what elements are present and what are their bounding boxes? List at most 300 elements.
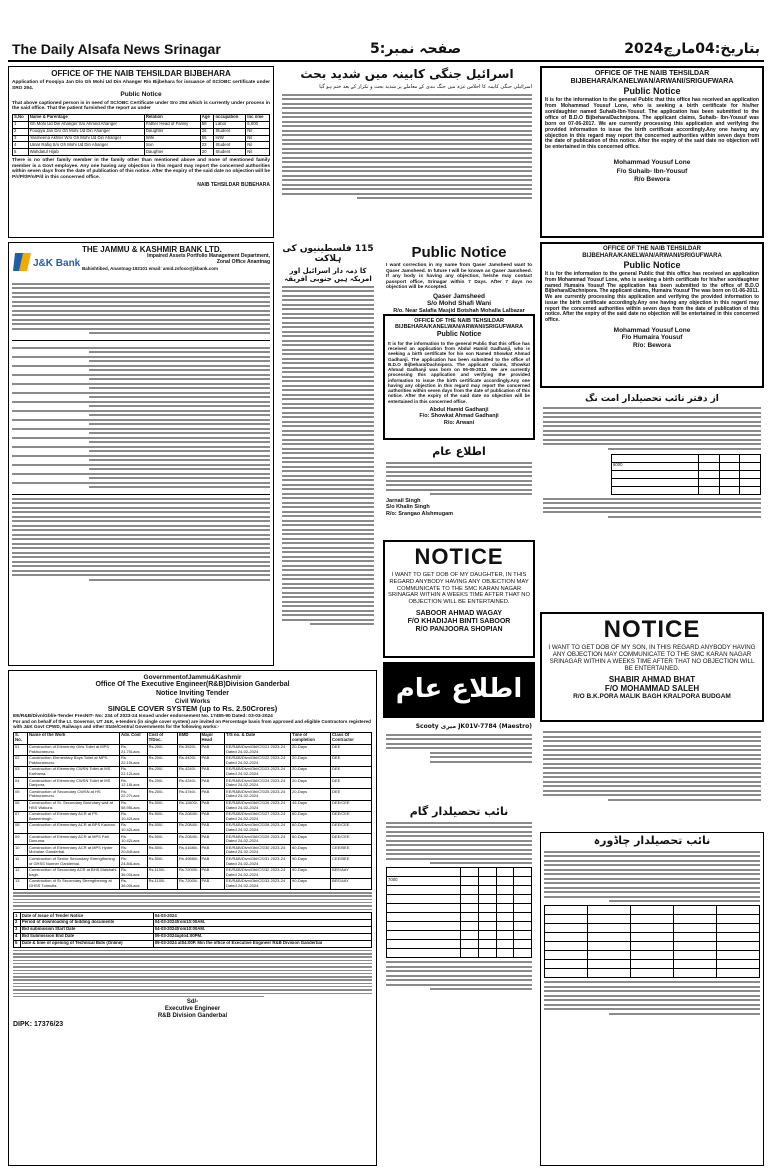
tender-table-cell: Rs. 22.12Lacs — [120, 766, 148, 777]
applicant-name: Mohammad Yousuf Lone — [613, 326, 691, 334]
tender-intro: For and on behalf of the Lt. Governor, UT J&K, e-tenders (in single cover system) are invited on Percentage basis from approved and eligible Contractors registered with J&K Govt CPWD, Railways and other State/Central Governments for the following works:- — [13, 719, 371, 730]
schedule-cell: 2 — [14, 919, 21, 926]
tender-table-cell: Rs.4240/- — [177, 778, 200, 789]
tender-table-row — [14, 789, 372, 800]
naib-tehsildar-notice-humaira — [540, 242, 764, 388]
schedule-row — [14, 926, 372, 933]
tender-table-cell: EE/R&B/Divn/Gbl/CS/28 2023-24 Dated 24-02-2024 — [225, 822, 291, 833]
tender-table-cell: Construction of Sr. Secondary Boundary wall at HSS Wakura. — [28, 800, 120, 811]
notice-heading: نائب تحصیلدار چاڈورہ — [593, 834, 711, 847]
applicant-father: F/o Suhaib- Ibn-Yousuf — [616, 167, 688, 175]
urdu-family-table-3 — [544, 905, 760, 978]
col-adv-cost: Adv. Cost — [120, 732, 148, 744]
notice-heading: Public Notice — [623, 259, 681, 270]
tender-table-cell: Rs.200/- — [147, 766, 177, 777]
col-major-head: Major Head — [200, 732, 225, 744]
tender-table-cell: Construction of Elementary ACR at PS Baseenbugh. — [28, 811, 120, 822]
tender-table-cell: Rs.20840/- — [177, 834, 200, 845]
col-name: Name & Parentage — [28, 114, 144, 121]
tender-table-cell: CEE/BEE — [331, 845, 372, 856]
tender-table-cell: 04 — [14, 778, 28, 789]
tender-sign-title: Executive Engineer — [164, 1006, 221, 1013]
schedule-row — [14, 913, 372, 920]
naib-tehsildar-notice-suhaib — [540, 66, 764, 238]
notice-heading: Public Notice — [411, 244, 507, 261]
family-table-cell: Nil — [246, 135, 270, 142]
tender-table-cell: Rs. 21.70Lacs — [120, 744, 148, 755]
tender-table-cell: EE/R&B/Divn/Gbl/CS/30 2023-24 Dated 24-02-2024 — [225, 845, 291, 856]
nit-heading: Notice Inviting Tender — [156, 689, 229, 697]
article-lead: اسرائیلی جنگی کابینہ کا اجلاس غزہ میں جنگ بندی کے معاملے پر شدید بحث و تکرار کے بعد ختم ہو گیا — [319, 83, 532, 90]
bank-sub3: Bahishtibed, Anantnag-192101 email: amid.zsfoxo@jkbank.com — [82, 265, 219, 271]
tender-table-cell: DEE — [331, 766, 372, 777]
applicant-father: S/o Khalin Singh — [386, 504, 430, 511]
schedule-cell: Bid Submission End Date — [20, 933, 153, 940]
tender-table-cell: Rs. 22.10Lacs — [120, 755, 148, 766]
family-table-cell: Son — [144, 142, 200, 149]
tender-table-cell: Rs. 22.27Lacs — [120, 789, 148, 800]
tender-table-cell: EE/R&B/Divn/Gbl/CS/24 2023-24 Dated 24-02-2024 — [225, 778, 291, 789]
family-table-cell: 1 — [13, 121, 29, 128]
tender-table-cell: Rs. 12.15Lacs — [120, 778, 148, 789]
income-value: 7000 — [387, 877, 461, 886]
tender-table-cell: 90-Days — [291, 856, 331, 867]
notice-dob-son — [540, 612, 764, 722]
family-table-cell: Daughter — [144, 128, 200, 135]
tender-table-cell: Construction of Sr Secondary Strengthening at GHSS Tulmulla. — [28, 878, 120, 889]
tender-table-cell: Construction of Secondary CWSN at HS Pakhuramunu. — [28, 789, 120, 800]
ittela-aam-notice — [383, 444, 535, 536]
family-table-cell: 55 — [200, 135, 214, 142]
applicant-address: R/O B.K.PORA MALIK BAGH KRALPORA BUDGAM — [573, 693, 731, 701]
tender-table-cell: Rs.49680/- — [177, 856, 200, 867]
tender-table-cell: Rs.500/- — [147, 856, 177, 867]
tender-table-cell: Rs. 10.42Lacs — [120, 811, 148, 822]
tender-sign-division: R&B Division Ganderbal — [157, 1013, 228, 1020]
schedule-cell: 09-03-2024 at04:00P. Min the office of Executive Engineer R&B Division Ganderbal — [153, 940, 371, 947]
family-table-row — [13, 128, 270, 135]
tender-table-cell: Rs.20840/- — [177, 811, 200, 822]
tender-table-row — [14, 856, 372, 867]
notice-title: NOTICE — [414, 544, 504, 569]
tender-table-cell: Rs.1100/- — [147, 878, 177, 889]
tender-table-cell: EE/R&B/Divn/Gbl/CS/31 2023-24 Dated 24-02-2024 — [225, 856, 291, 867]
notice-heading: Public Notice — [436, 330, 482, 338]
schedule-cell: 3 — [14, 926, 21, 933]
notice-heading: Public Notice — [623, 86, 681, 97]
notice-body: It is for the information to the general Public that this office has received an application from Abdul Hamid Gadhanji, who is seeking a birth certificate for his son Named Showkat Ahmad Gadhanji. The application has been submitted to the office of B.D.O Bijbehara/Dachnipora. The applicant claims, Showkat Ahmad Gadhanji was born on 06-05-2012. We are currently processing this application and verifying the provided information to issue the birth certificate accordingly.Any one having any objection in this regard may report the concerned authorities within seven days from the date of publication of this notice. After the expiry of the said date no objection will be entertained in this concerned office. — [388, 340, 530, 404]
tender-table-cell: 90-Days — [291, 867, 331, 878]
tender-table-cell: DEE/CEE — [331, 834, 372, 845]
applicant-address: R/o Bewora — [634, 175, 670, 183]
tender-table-cell: PAB — [200, 778, 225, 789]
tender-table-cell: EE/R&B/Divn/Gbl/CS/23 2023-24 Dated 24-02-2024 — [225, 766, 291, 777]
office-heading: OFFICE OF THE NAIB TEHSILDAR BIJBEHARA — [51, 69, 231, 78]
schedule-cell: 5 — [14, 940, 21, 947]
tender-table-cell: Rs.20840/- — [177, 822, 200, 833]
tender-table-cell: 60-Days — [291, 811, 331, 822]
applicant-name: Jarnail Singh — [386, 498, 421, 505]
tender-table-cell: EE/R&B/Divn/Gbl/CS/25 2023-24 Dated 24-02-2024 — [225, 789, 291, 800]
family-table-row — [13, 121, 270, 128]
tender-table-cell: EE/R&B/Divn/Gbl/CS/21 2023-24 Dated 24-02-2024 — [225, 744, 291, 755]
tender-table-cell: PAB — [200, 878, 225, 889]
tender-table-row — [14, 845, 372, 856]
tender-table-cell: 60-Days — [291, 834, 331, 845]
ittela-aam-banner — [383, 662, 535, 718]
tender-schedule-table — [13, 912, 372, 948]
tender-table-row — [14, 766, 372, 777]
tender-table-cell: 20-Days — [291, 766, 331, 777]
family-table-cell: H/W — [214, 135, 246, 142]
dipk-number: DIPK: 17376/23 — [13, 1021, 64, 1029]
tender-table-cell: Rs. 36.00Lacs — [120, 878, 148, 889]
tender-table-cell: 10 — [14, 845, 28, 856]
tender-table-cell: DEE — [331, 755, 372, 766]
tender-table-cell: Construction Elementary Boys Toilet at MPS Pakhuramunu. — [28, 755, 120, 766]
family-table-cell: Labor — [214, 121, 246, 128]
notice-heading: اطلاع عام — [432, 445, 486, 458]
tender-table-cell: Rs. 36.00Lacs — [120, 867, 148, 878]
schedule-cell: 1 — [14, 913, 21, 920]
col-occupation: occupation — [214, 114, 246, 121]
tender-table-cell: Construction of Elementary ACR at MPS Hyder Mohalan Ganderbal. — [28, 845, 120, 856]
family-table-cell: Nil — [246, 142, 270, 149]
tender-table-row — [14, 755, 372, 766]
schedule-row — [14, 919, 372, 926]
col-work: Name of the Work — [28, 732, 120, 744]
tender-table-cell: Rs.200/- — [147, 778, 177, 789]
tender-table-cell: PAB — [200, 834, 225, 845]
tender-table-cell: EE/R&B/Divn/Gbl/CS/33 2023-24 Dated 24-02-2024 — [225, 878, 291, 889]
tender-table-cell: 20-Days — [291, 778, 331, 789]
tender-table-cell: Construction of Secondary ACR at BHS Malshahi bagh. — [28, 867, 120, 878]
family-table-cell: 26 — [200, 128, 214, 135]
tender-works-table — [13, 732, 372, 890]
tender-table-row — [14, 778, 372, 789]
tender-table-cell: Rs.4240/- — [177, 766, 200, 777]
tender-table-cell: Rs.11600/- — [177, 800, 200, 811]
applicant-father: F/o: Showkat Ahmad Gadhanji — [419, 413, 499, 420]
urdu-article-palestinians — [279, 242, 377, 666]
svg-text:J&K Bank: J&K Bank — [33, 258, 81, 269]
bank-name: THE JAMMU & KASHMIR BANK LTD. — [82, 245, 222, 254]
office-heading: Office Of The Executive Engineer(R&B)Division Ganderbal — [95, 681, 290, 689]
family-table-cell: Wife — [144, 135, 200, 142]
article-body-lines — [282, 94, 532, 200]
tender-table-cell: Rs.1100/- — [147, 867, 177, 878]
tender-table-cell: Construction of Elementary ACR at MPS Pali Dunuma. — [28, 834, 120, 845]
col-time: Time of completion — [291, 732, 331, 744]
tender-table-cell: Rs. 24.84Lacs — [120, 856, 148, 867]
tender-table-cell: Rs.200/- — [147, 789, 177, 800]
tender-table-cell: DEE — [331, 778, 372, 789]
tender-table-cell: 20-Days — [291, 744, 331, 755]
tender-table-cell: Rs.4420/- — [177, 755, 200, 766]
tender-table-cell: EE/R&B/Divn/Gbl/CS/22 2023-24 Dated 24-02-2024 — [225, 755, 291, 766]
notice-body: I want correction in my name from Qaser Jamsheed want to Qaser Jamsheed. In future I will be known as Qaser Jamsheed. If any body is having any objection, he/she may contact passport office, Srinagar within 7 Days. After 7 days no objection will be Accepted. — [386, 263, 532, 291]
tender-table-cell: DEE/CEE — [331, 822, 372, 833]
urdu-family-table-1 — [611, 454, 761, 495]
bank-sub1: Impaired Assets Portfolio Management Department, — [147, 253, 270, 260]
notice-dob-daughter — [383, 540, 535, 658]
tender-table-header — [14, 732, 372, 744]
page-number: صفحہ نمبر:5 — [370, 41, 462, 57]
office-heading: OFFICE OF THE NAIB TEHSILDAR BIJBEHARA/KANELWAN/ARWANI/SRIGUFWARA — [395, 318, 523, 331]
urdu-naib-notice-chadoora — [540, 832, 764, 1166]
tender-table-cell: PAB — [200, 789, 225, 800]
schedule-cell: Date & time of opening of Technical Bids (Online) — [20, 940, 153, 947]
tender-table-cell: Rs.3520/- — [177, 744, 200, 755]
col-age: Age — [200, 114, 214, 121]
tender-table-cell: 60-Days — [291, 845, 331, 856]
family-table — [12, 114, 270, 157]
family-table-cell: Daughter — [144, 149, 200, 156]
tender-table-cell: PAB — [200, 867, 225, 878]
naib-tehsildar-notice-gadhanji — [383, 314, 535, 440]
issue-date: بتاریخ:04مارچ2024 — [624, 41, 760, 57]
schedule-cell: 04-03-2024from10:00AM. — [153, 919, 371, 926]
col-sno: S. No. — [14, 732, 28, 744]
family-table-cell: Umar Rafiq S/o Gh Mohi Ud Din Ahanger — [28, 142, 144, 149]
tender-notice — [8, 670, 377, 1166]
cover-system-heading: SINGLE COVER SYSTEM (up to Rs. 2.50Crores) — [107, 704, 278, 714]
schedule-cell: 4 — [14, 933, 21, 940]
tender-table-cell: CEE/BEE — [331, 856, 372, 867]
tender-table-cell: 09 — [14, 834, 28, 845]
notice-heading: نائب تحصیلدار گام — [409, 805, 509, 818]
article-headline: اسرائیل جنگی کابینہ میں شدید بحث — [300, 67, 514, 81]
tender-table-row — [14, 822, 372, 833]
tender-table-cell: Rs.200/- — [147, 744, 177, 755]
tender-table-cell: 05 — [14, 789, 28, 800]
tender-table-cell: EE/R&B/Divn/Gbl/CS/26 2023-24 Dated 24-02-2024 — [225, 800, 291, 811]
urdu-naib-notice-2 — [383, 804, 535, 1166]
bank-notice-body — [12, 283, 270, 335]
family-table-row — [13, 142, 270, 149]
urdu-article-israel — [279, 66, 535, 238]
applicant-name: Qaser Jamsheed — [432, 292, 486, 300]
tender-table-cell: 06 — [14, 800, 28, 811]
family-table-cell: Nil — [246, 149, 270, 156]
tender-table-cell: 03 — [14, 766, 28, 777]
family-table-cell: 23 — [200, 142, 214, 149]
applicant-address: R/o: Srangao Alshmugam — [386, 510, 454, 517]
tender-table-cell: Rs.500/- — [147, 800, 177, 811]
tender-table-cell: 60-Days — [291, 822, 331, 833]
tender-table-row — [14, 867, 372, 878]
tender-table-cell: Rs.4740/- — [177, 789, 200, 800]
family-table-cell: 20 — [200, 149, 214, 156]
tender-table-cell: DEE/CEE — [331, 800, 372, 811]
notice-closing: There is no other family member in the family other than mentioned above and none of mentioned family member is a Govt employee. Any one having any objection in this regard may report the concerned authorities within seven days from the date of publication of this notice. After the expiry of the said date no objection will be P/r/P/t/P/n/P/d in this concerned office. — [12, 158, 270, 180]
tender-table-cell: 90-Days — [291, 878, 331, 889]
col-relation: Relation — [144, 114, 200, 121]
tender-table-cell: Construction of Elementry Girls Toilet at MPS Pakhuramunu. — [28, 744, 120, 755]
family-table-cell: 6,000 — [246, 121, 270, 128]
tender-table-cell: EE/R&B/Divn/Gbl/CS/27 2023-24 Dated 24-02-2024 — [225, 811, 291, 822]
applicant-name: Mohammad Yousuf Lone — [613, 159, 691, 167]
tender-table-cell: Rs.72000/- — [177, 878, 200, 889]
tender-table-row — [14, 744, 372, 755]
tender-table-cell: 07 — [14, 811, 28, 822]
tender-table-cell: 20-Days — [291, 755, 331, 766]
tender-table-cell: Rs.500/- — [147, 845, 177, 856]
tender-table-cell: Rs. 10.42Lacs — [120, 834, 148, 845]
jk-bank-logo-icon — [13, 249, 81, 275]
tender-table-cell: Rs.500/- — [147, 834, 177, 845]
family-table-cell: Wahdatul Hijab — [28, 149, 144, 156]
tender-table-cell: PAB — [200, 856, 225, 867]
banner-text: اطلاع عام — [395, 674, 523, 705]
article-headline: 115 فلسطینیوں کی ہلاکت — [282, 244, 374, 265]
public-notice-qaser — [383, 242, 535, 312]
tender-table-cell: Construction of Senior Secondary Strengthening of GHSS Nunner Ganderbal. — [28, 856, 120, 867]
col-class: Class Of Contractor — [331, 732, 372, 744]
naib-tehsildar-bijbehara-notice — [8, 66, 274, 238]
family-table-header — [13, 114, 270, 121]
tender-table-cell: DEE — [331, 789, 372, 800]
tender-table-cell: DEE/CEE — [331, 811, 372, 822]
schedule-cell: 09-03-2024upto4:00PM. — [153, 933, 371, 940]
tender-table-cell: Rs.200/- — [147, 755, 177, 766]
tender-table-cell: Rs.41680/- — [177, 845, 200, 856]
schedule-row — [14, 933, 372, 940]
tender-table-cell: PAB — [200, 822, 225, 833]
newspaper-title: The Daily Alsafa News Srinagar — [12, 41, 221, 57]
tender-table-cell: DEE — [331, 744, 372, 755]
urdu-naib-notice-3 — [540, 726, 764, 826]
tender-table-cell: 12 — [14, 867, 28, 878]
tender-table-cell: 20-Days — [291, 789, 331, 800]
family-table-cell: 2 — [13, 128, 29, 135]
tender-table-cell: PAB — [200, 811, 225, 822]
family-table-cell: 58 — [200, 121, 214, 128]
tender-table-cell: PAB — [200, 800, 225, 811]
tender-table-cell: PAB — [200, 845, 225, 856]
family-table-cell: Father Head of Family — [144, 121, 200, 128]
notice-title: NOTICE — [603, 616, 701, 643]
tender-table-cell: 13 — [14, 878, 28, 889]
notice-intro: Application of Fooqiya Jan D/o Gh Mohi Ud Din Ahanger R/o Bijbehara for issuance of SC/OBC certificate under SRO 294. — [12, 80, 270, 91]
scooty-loss-notice — [383, 722, 535, 800]
tender-table-cell: BEE/AAY — [331, 878, 372, 889]
tender-table-cell: Rs.72000/- — [177, 867, 200, 878]
family-table-cell: Student — [214, 142, 246, 149]
applicant-father: F/O KHADIJAH BINTI SABOOR — [407, 617, 511, 625]
applicant-address: R/o: Arwani — [443, 419, 475, 426]
schedule-cell: Bid submission Start Date — [20, 926, 153, 933]
office-heading: OFFICE OF THE NAIB TEHSILDAR BIJBEHARA/KANELWAN/ARWANI/SRIGUFWARA — [582, 246, 722, 259]
family-table-cell: Student — [214, 149, 246, 156]
applicant-father: F/O MOHAMMAD SALEH — [604, 684, 700, 694]
income-value: 6000 — [612, 462, 699, 470]
schedule-cell: Date of Issue of Tender Notice — [20, 913, 153, 920]
family-table-cell: 5 — [13, 149, 29, 156]
applicant-father: F/o Humaira Yousuf — [621, 334, 683, 342]
tender-table-cell: 45-Days — [291, 800, 331, 811]
urdu-family-table-2 — [386, 867, 532, 958]
notice-lead: That above captioned person is in need of SC/OBC Certificate under Sro 294 which is currently under process in the said office. That the patient furnished the report as under — [12, 100, 270, 112]
masthead — [8, 38, 764, 62]
notice-heading: Public Notice — [120, 91, 162, 99]
jk-bank-logo — [13, 249, 81, 275]
notice-body: It is for the information to the general Public that this office has received an application from Mohammad Yousuf Lone, who is seeking a birth certificate for his/her son/daughter named Suhaib-Ibn-Yousuf. The application has been submitted to the office of B.D.O Bijbehara/Dachnipora. The applicant claims, Suhaib- Ibn-Yousuf was born on 07-06-2017. We are currently processing this application and verifying the provided information to issue the birth certificate accordingly.Any one having any objection in this regard may report the concerned authorities within seven days from the date of publication of this notice. After the expiry of the said date no objection will be entertained in this concerned office. — [545, 97, 759, 151]
tender-table-cell: Rs. 20.84Lacs — [120, 845, 148, 856]
tender-table-cell: Rs. 58.95Lacs — [120, 800, 148, 811]
family-table-cell: Nil — [246, 128, 270, 135]
notice-body: It is for the information to the general Public that this office has received an application from Mohammad Yousuf Lone, who is seeking a birth certificate for his/her son/daughter named Humaira Yousuf The application has been submitted to the office of B.D.O Bijbehara/Dachnipora. The applicant claims, Humaira Yousuf The was born on 01-06-2011. We are currently processing this application and verifying the provided information to issue the birth certificate accordingly.Any one having any objection in this regard may report the concerned authorities within seven days from the date of publication of this notice. After the expiry of the said date no objection will be entertained in this concerned office. — [545, 271, 759, 324]
schedule-row — [14, 940, 372, 947]
family-table-cell: Fooqiya Jan D/o Gh Mohi Ud Din Ahanger — [28, 128, 144, 135]
applicant-address: R/o: Bewora — [633, 341, 671, 349]
tender-table-cell: PAB — [200, 744, 225, 755]
vehicle-info: JK01V-7784 (Maestro) میری Scooty — [415, 723, 532, 730]
tender-table-cell: 02 — [14, 755, 28, 766]
tender-table-cell: 08 — [14, 822, 28, 833]
applicant-name: SHABIR AHMAD BHAT — [608, 675, 696, 685]
govt-heading: GovernmentofJammu&Kashmir — [143, 674, 242, 681]
tender-table-cell: Rs. 10.42Lacs — [120, 822, 148, 833]
tender-table-row — [14, 800, 372, 811]
family-table-cell: 3 — [13, 135, 29, 142]
tender-table-cell: Construction of Elementry CWSN Toilet at MS Karhama. — [28, 766, 120, 777]
schedule-cell: 04-03-2024from10:00AM. — [153, 926, 371, 933]
article-subheadline: کا ذمہ دار اسرائیل اور امریکہ ہیں جنوبی افریقہ — [284, 266, 372, 283]
tender-table-cell: EE/R&B/Divn/Gbl/CS/29 2023-24 Dated 24-02-2024 — [225, 834, 291, 845]
family-table-cell: Student — [214, 128, 246, 135]
bank-sub2: Zonal Office Anantnag — [216, 258, 270, 265]
applicant-name: SABOOR AHMAD WAGAY — [415, 609, 503, 617]
col-income: Inc ome — [246, 114, 270, 121]
tender-table-cell: PAB — [200, 755, 225, 766]
tender-table-cell: Construction of Elementry CWSN Toilet at MS Daripora. — [28, 778, 120, 789]
tender-table-row — [14, 834, 372, 845]
tender-table-row — [14, 878, 372, 889]
applicant-name: Abdul Hamid Gadhanji — [429, 407, 489, 414]
jk-bank-notice — [8, 242, 274, 666]
bank-data-table — [12, 340, 270, 495]
family-table-cell: Gh Mohi Ud Din Ahanger S/o Ahmed Ahanger — [28, 121, 144, 128]
tender-table-cell: Construction of Elementary ACR at BPS Kachan. — [28, 822, 120, 833]
tender-table-cell: 11 — [14, 856, 28, 867]
applicant-address: R/o. Near Salafia Masjid Botshah Mohalla Lalbazar — [393, 307, 525, 314]
applicant-address: R/O PANJOORA SHOPIAN — [415, 625, 503, 633]
tender-table-cell: Rs.500/- — [147, 811, 177, 822]
tender-table-cell: Rs.500/- — [147, 822, 177, 833]
tender-table-cell: EE/R&B/Divn/Gbl/CS/32 2023-24 Dated 24-02-2024 — [225, 867, 291, 878]
tender-table-row — [14, 811, 372, 822]
col-emd: EMD — [177, 732, 200, 744]
schedule-cell: Period of downloading of bidding documents — [20, 919, 153, 926]
tender-table-cell: BEE/AAY — [331, 867, 372, 878]
tender-table-cell: 01 — [14, 744, 28, 755]
notice-body: I WANT TO GET DOB OF MY SON, IN THIS REGARD ANYBODY HAVING ANY OBJECTION MAY COMMUNICATE TO THE SMC KARAN NAGAR SRINAGAR WITHIN A WEEKS TIME AFTER THAT NO OBJECTION WILL BE ENTERTAINED. — [548, 643, 756, 672]
notice-signature: NAIB TEHSILDAR BIJBEHARA — [197, 182, 270, 189]
works-heading: Civil Works — [174, 697, 211, 705]
family-table-row — [13, 135, 270, 142]
family-table-cell: 4 — [13, 142, 29, 149]
tender-sign-sd: Sd/- — [186, 999, 199, 1006]
urdu-naib-notice-1 — [540, 392, 764, 607]
notice-body: I WANT TO GET DOB OF MY DAUGHTER, IN THIS REGARD ANYBODY HAVING ANY OBJECTION MAY COMMUNICATE TO THE SMC KARAN NAGAR SRINAGAR WITHIN A WEEKS TIME AFTER THAT NO OBJECTION WILL BE ENTERTAINED. — [388, 572, 530, 605]
tender-table-cell: PAB — [200, 766, 225, 777]
family-table-cell: Yasmeena Akhter W/o Gh Mohi Ud Din Ahanger — [28, 135, 144, 142]
schedule-cell: 04-03-2024 — [153, 913, 371, 920]
family-table-row — [13, 149, 270, 156]
col-sno: S.No — [13, 114, 29, 121]
col-cost-doc: Cost of T/Doc. — [147, 732, 177, 744]
